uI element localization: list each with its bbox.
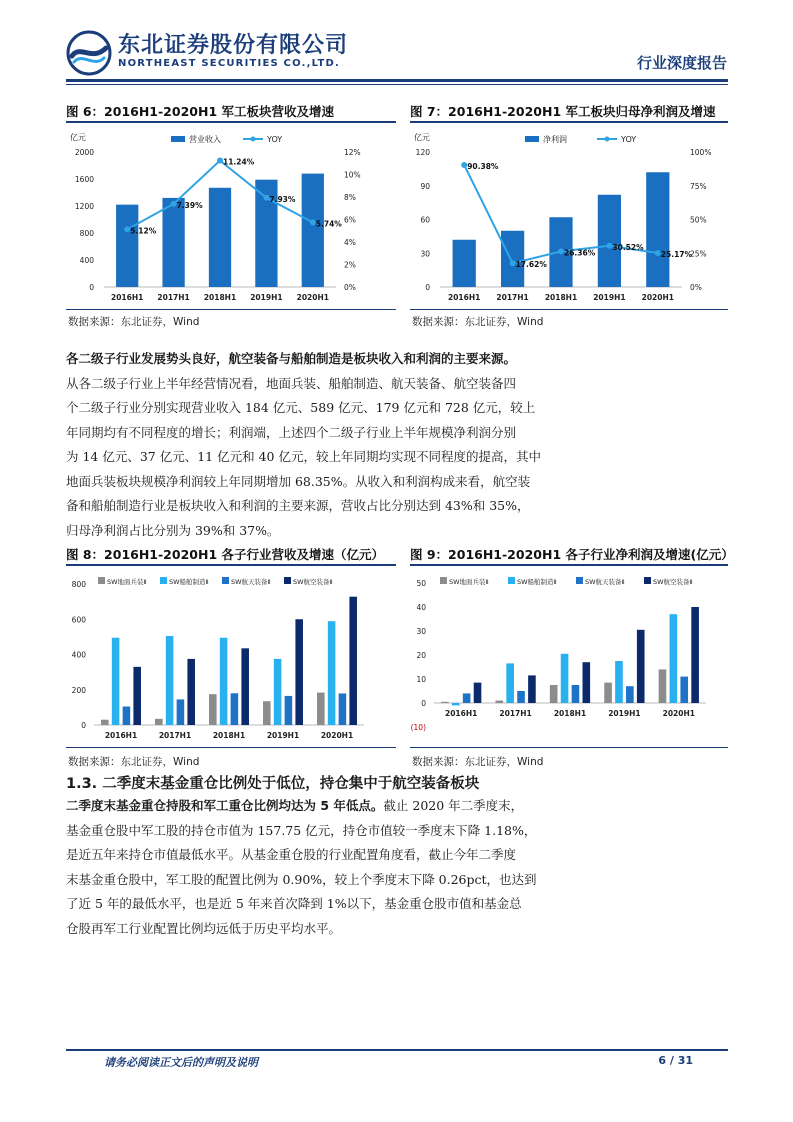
bar-SW航空装备Ⅱ [349,597,357,725]
x-tick-label: 2018H1 [553,709,587,718]
paragraph-1-line: 为 14 亿元、37 亿元、11 亿元和 40 亿元，较上年同期均实现不同程度的提高，其中 [66,449,541,464]
legend-swatch [440,577,447,584]
bar-SW航天装备Ⅱ [626,686,634,703]
fig7-source: 数据来源：东北证券，Wind [412,316,544,328]
bar-SW航天装备Ⅱ [572,685,580,703]
fig6-chart [66,124,396,309]
fig8-title-rule [66,564,396,566]
y-tick-label: 2000 [74,148,94,157]
bar-SW船舶制造Ⅱ [452,703,460,705]
y2-tick-label: 25% [690,249,707,259]
y-tick-label: 120 [415,148,430,157]
x-tick-label: 2020H1 [662,709,695,718]
x-tick-label: 2017H1 [158,731,192,740]
paragraph-2-first-tail: 截止 2020 年二季度末， [383,798,524,813]
bar-SW航天装备Ⅱ [463,693,471,703]
bar-SW航空装备Ⅱ [528,675,536,703]
bar-SW航天装备Ⅱ [123,706,131,725]
legend-swatch [222,577,229,584]
legend-swatch [98,577,105,584]
bar-SW地面兵装Ⅱ [495,701,503,703]
x-tick-label: 2019H1 [250,293,283,302]
y-tick-label: 400 [79,256,94,265]
bar-SW航空装备Ⅱ [241,648,249,725]
bar-净利润 [501,231,524,287]
y-tick-label: 50 [416,579,426,588]
y-tick-label: 800 [71,580,86,589]
yoy-data-label: 7.39% [176,200,203,210]
bar-SW航空装备Ⅱ [637,630,645,703]
fig9-title: 图 9：2016H1-2020H1 各子行业净利润及增速(亿元） [410,547,734,562]
y-tick-label: 800 [79,229,94,238]
y-tick-label: 40 [416,603,426,612]
footer-rule [66,1049,728,1051]
legend-swatch [576,577,583,584]
bar-净利润 [598,195,621,287]
paragraph-1-line: 年同期均有不同程度的增长；利润端，上述四个二级子行业上半年规模净利润分别 [66,424,517,440]
legend-label: SW航天装备Ⅱ [231,578,271,586]
y2-tick-label: 2% [344,260,356,270]
y2-tick-label: 10% [344,170,361,180]
bar-SW地面兵装Ⅱ [263,701,271,725]
paragraph-1-line: 地面兵装板块规模净利润较上年同期增加 68.35%。从收入和利润构成来看，航空装 [66,473,531,489]
paragraph-1-line: 归母净利润占比分别为 39%和 37%。 [66,522,280,538]
bar-SW航天装备Ⅱ [680,677,688,703]
y-tick-label: 0 [89,283,94,292]
bar-营业收入 [116,205,138,287]
y2-tick-label: 100% [690,148,712,157]
y2-tick-label: 6% [344,215,356,225]
x-tick-label: 2018H1 [203,293,237,302]
bar-SW船舶制造Ⅱ [166,636,174,725]
company-logo-icon [66,30,112,76]
y-tick-label: 1600 [74,175,94,184]
y2-tick-label: 50% [690,215,707,225]
yoy-data-label: 5.12% [130,226,157,236]
fig6-title-rule [66,121,396,123]
legend-swatch-point [605,137,610,142]
fig7-title-rule [410,121,728,123]
x-tick-label: 2018H1 [212,731,246,740]
page-number: 6 / 31 [658,1054,693,1067]
bar-SW地面兵装Ⅱ [604,683,612,703]
bar-SW航空装备Ⅱ [133,667,141,725]
bar-SW船舶制造Ⅱ [506,663,514,703]
y2-tick-label: 75% [690,181,707,191]
fig9-title-rule [410,564,728,566]
bar-SW船舶制造Ⅱ [328,621,336,725]
y-tick-label: 10 [416,675,426,684]
legend-swatch [644,577,651,584]
yoy-data-label: 5.74% [315,219,342,229]
fig8-bottom-rule [66,747,396,748]
x-tick-label: 2016H1 [448,293,481,302]
fig6-title: 图 6：2016H1-2020H1 军工板块营收及增速 [66,104,334,119]
bar-SW航空装备Ⅱ [691,607,699,703]
y-tick-label: 0 [421,699,426,708]
fig9-source: 数据来源：东北证券，Wind [412,756,544,768]
yoy-data-label: 90.38% [467,161,499,171]
legend-swatch-point [251,137,256,142]
y-tick-label: 30 [416,627,426,636]
paragraph-1-line: 备和船舶制造行业是板块收入和利润的主要来源，营收占比分别达到 43%和 35%， [66,498,530,513]
yoy-data-label: 11.24% [223,157,255,167]
bar-SW船舶制造Ⅱ [220,638,228,725]
x-tick-label: 2016H1 [104,731,138,740]
legend-label: YOY [621,135,637,144]
legend-label: SW船舶制造Ⅱ [169,578,209,586]
fig8-chart [66,567,396,747]
bar-SW船舶制造Ⅱ [615,661,623,703]
bar-SW船舶制造Ⅱ [274,659,282,725]
paragraph-2-line: 了近 5 年的最低水平，也是近 5 年来首次降到 1%以下，基金重仓股市值和基金总 [66,896,522,911]
bar-SW航空装备Ⅱ [187,659,195,725]
x-tick-label: 2018H1 [544,293,578,302]
bar-SW航空装备Ⅱ [295,619,303,725]
header-rule [66,79,728,82]
bar-营业收入 [162,198,184,287]
y-tick-label: 0 [425,283,430,292]
bar-营业收入 [302,174,324,287]
section-heading: 1.3. 二季度末基金重仓比例处于低位，持仓集中于航空装备板块 [66,776,480,792]
y2-tick-label: 12% [344,148,361,157]
yoy-data-label: 25.17% [660,250,693,260]
bar-SW航天装备Ⅱ [177,699,185,725]
fig6-bottom-rule [66,309,396,310]
report-type: 行业深度报告 [636,54,727,72]
x-tick-label: 2019H1 [266,731,300,740]
x-tick-label: 2016H1 [111,293,144,302]
y-tick-label: 400 [71,650,86,660]
y2-tick-label: 0% [690,283,702,292]
legend-label: SW航空装备Ⅱ [653,578,693,586]
paragraph-2-line: 是近五年来持仓市值最低水平。从基金重仓股的行业配置角度看，截止今年二季度 [66,847,517,862]
bar-SW地面兵装Ⅱ [209,694,217,725]
fig7-bottom-rule [410,309,728,310]
y-axis-unit: 亿元 [70,133,86,142]
fig9-bottom-rule [410,747,728,748]
y2-tick-label: 8% [344,193,356,202]
bar-SW航空装备Ⅱ [474,683,482,703]
y-axis-unit: 亿元 [414,133,430,142]
bar-SW航空装备Ⅱ [583,662,591,703]
legend-swatch-bar [171,136,185,142]
yoy-data-label: 26.36% [564,248,596,258]
legend-label: 营业收入 [189,135,221,144]
legend-label: SW地面兵装Ⅱ [449,578,489,586]
x-tick-label: 2020H1 [296,293,329,302]
x-tick-label: 2020H1 [320,731,354,740]
paragraph-2 [66,794,636,941]
bar-SW船舶制造Ⅱ [670,614,678,703]
footer-disclaimer: 请务必阅读正文后的声明及说明 [104,1056,258,1069]
paragraph-2-lead: 二季度末基金重仓持股和军工重仓比例均达为 5 年低点。 [66,798,384,813]
bar-SW地面兵装Ⅱ [441,702,449,703]
paragraph-1-line: 从各二级子行业上半年经营情况看，地面兵装、船舶制造、航天装备、航空装备四 [66,375,517,391]
company-name-en: NORTHEAST SECURITIES CO.,LTD. [118,58,341,69]
bar-SW地面兵装Ⅱ [550,685,558,703]
y-tick-label: 30 [420,249,430,259]
y-tick-label: 60 [420,215,430,225]
bar-SW航天装备Ⅱ [285,696,293,725]
y-tick-label: 1200 [74,202,94,211]
paragraph-1-lead: 各二级子行业发展势头良好，航空装备与船舶制造是板块收入和利润的主要来源。 [66,351,517,366]
bar-净利润 [646,172,669,287]
yoy-data-label: 17.62% [515,260,547,270]
bar-SW船舶制造Ⅱ [112,638,120,725]
legend-label: SW船舶制造Ⅱ [517,578,557,586]
x-tick-label: 2020H1 [641,293,674,302]
y2-tick-label: 0% [344,283,356,292]
x-tick-label: 2019H1 [608,709,641,718]
paragraph-2-line: 末基金重仓股中，军工股的配置比例为 0.90%，较上个季度末下降 0.26pct，也达到 [66,871,537,887]
y-tick-label: 600 [71,615,86,625]
paragraph-2-line: 仓股再军工行业配置比例均远低于历史平均水平。 [66,920,342,936]
paragraph-2-line: 基金重仓股中军工股的持仓市值为 157.75 亿元，持仓市值较一季度末下降 1.18%， [66,822,537,838]
legend-label: YOY [267,135,283,144]
paragraph-1-line: 个二级子行业分别实现营业收入 184 亿元、589 亿元、179 亿元和 728 亿元，较上 [66,400,536,415]
bar-SW地面兵装Ⅱ [317,693,325,725]
y-tick-label: 200 [71,685,86,695]
bar-净利润 [453,240,476,287]
x-tick-label: 2017H1 [496,293,529,302]
x-tick-label: 2016H1 [445,709,478,718]
yoy-data-label: 7.93% [269,194,296,204]
bar-SW地面兵装Ⅱ [101,720,109,725]
legend-label: SW航空装备Ⅱ [293,578,333,586]
legend-swatch [160,577,167,584]
y-tick-label: 20 [416,651,426,660]
x-tick-label: 2017H1 [499,709,532,718]
bar-SW航天装备Ⅱ [339,693,347,725]
bar-SW地面兵装Ⅱ [155,719,163,725]
legend-swatch-bar [525,136,539,142]
legend-label: 净利润 [543,135,567,144]
bar-SW航天装备Ⅱ [231,693,239,725]
legend-label: SW地面兵装Ⅱ [107,578,147,586]
x-tick-label: 2019H1 [593,293,626,302]
fig7-chart [410,124,728,309]
y-tick-label: 0 [81,721,86,730]
fig7-title: 图 7：2016H1-2020H1 军工板块归母净利润及增速 [410,104,716,119]
x-tick-label: 2017H1 [157,293,190,302]
bar-营业收入 [209,188,231,287]
y-tick-label: 90 [420,181,430,191]
company-name-cn: 东北证券股份有限公司 [118,33,349,58]
header-rule-thin [66,84,728,85]
bar-SW地面兵装Ⅱ [659,669,667,703]
yoy-data-label: 30.52% [612,242,644,252]
legend-label: SW航天装备Ⅱ [585,578,625,586]
bar-SW船舶制造Ⅱ [561,654,569,703]
y-tick-label: (10) [410,723,426,732]
y2-tick-label: 4% [344,238,356,247]
bar-SW航天装备Ⅱ [517,691,525,703]
legend-swatch [508,577,515,584]
fig9-chart [410,567,728,747]
legend-swatch [284,577,291,584]
fig8-source: 数据来源：东北证券，Wind [68,756,200,768]
paragraph-1 [66,347,636,543]
fig6-source: 数据来源：东北证券，Wind [68,316,200,328]
fig8-title: 图 8：2016H1-2020H1 各子行业营收及增速（亿元） [66,547,384,562]
